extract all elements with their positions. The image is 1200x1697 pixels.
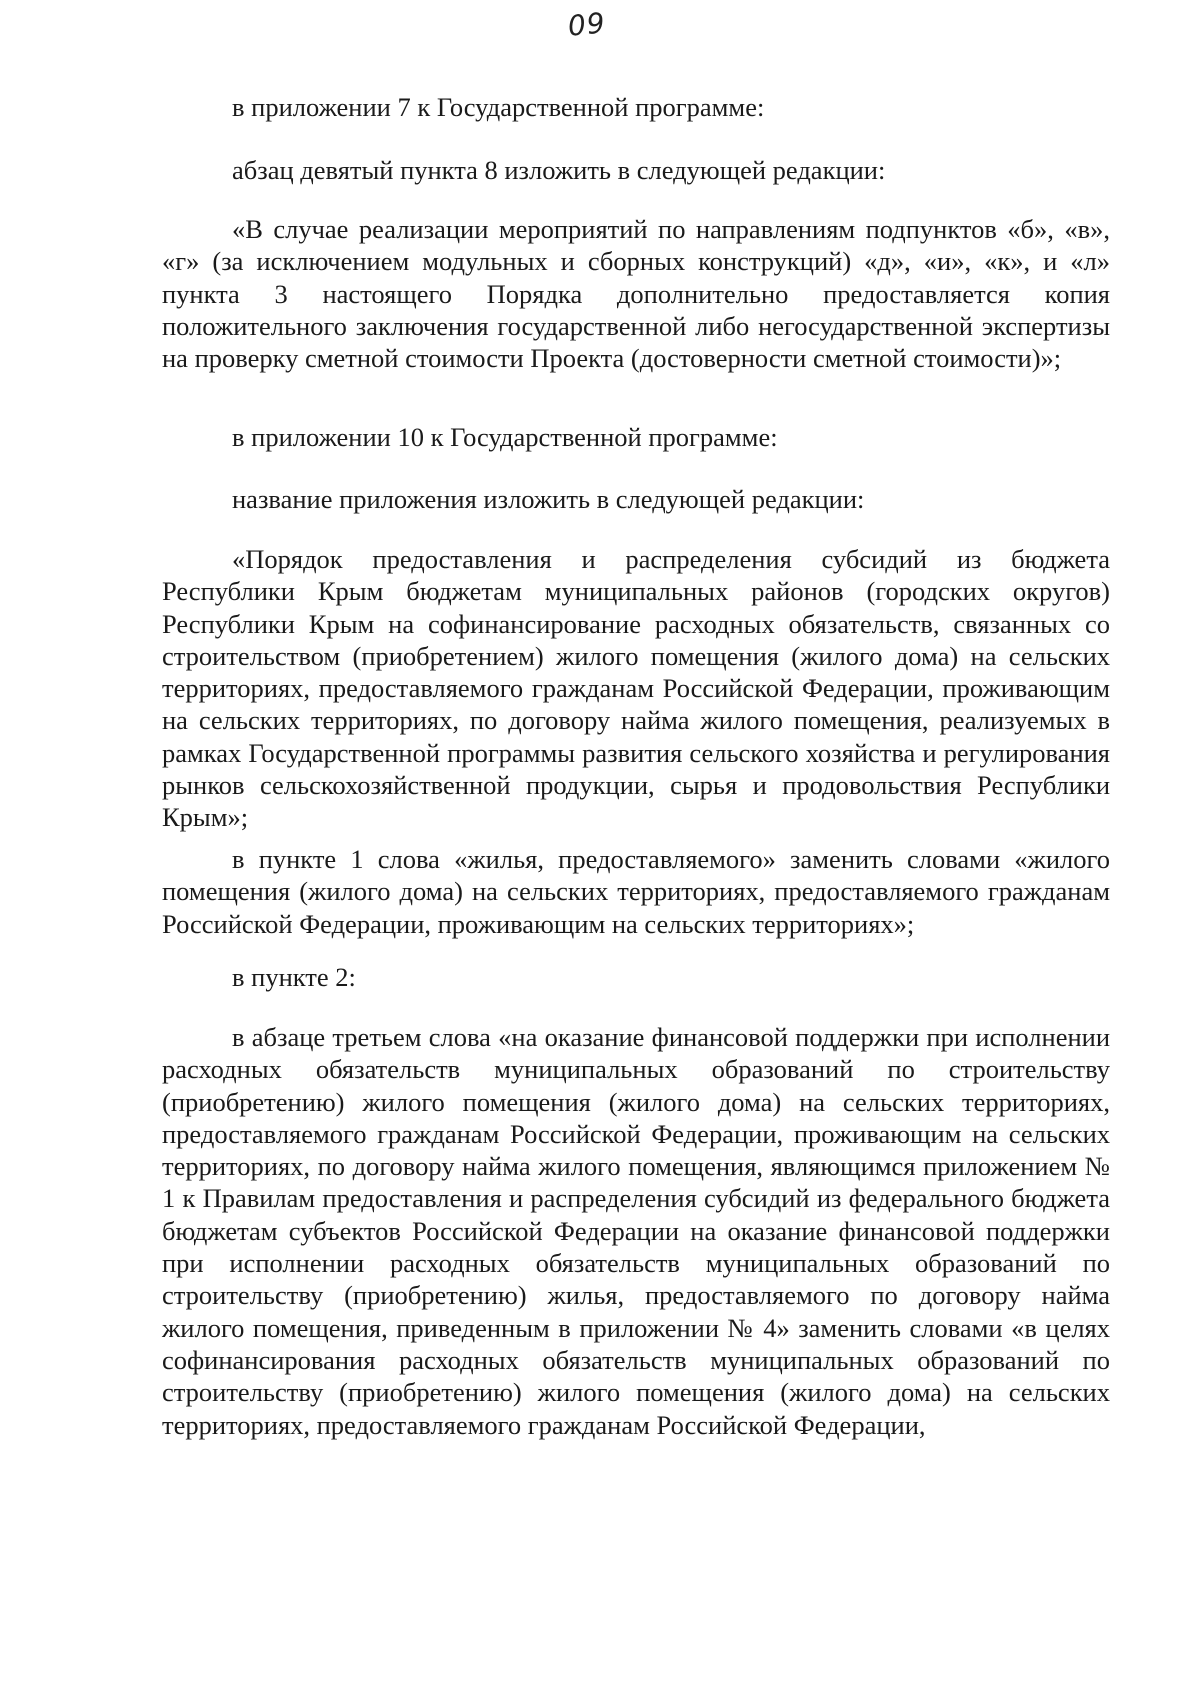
paragraph-quote-order-title: «Порядок предоставления и распределения субсидий из бюджета Республики Крым бюджетам муниципальных районов (городских округов) Республики Крым на софинансирование расходных обязательств, связанных со строительством (приобретением) жилого помещения (жилого дома) на сельских территориях, предоставляемого гражданам Российской Федерации, проживающим на сельских территориях, по договору найма жилого помещения, реализуемых в рамках Государственной программы развития сельского хозяйства и регулирования рынков сельскохозяйственной продукции, сырья и продовольствия Республики Крым»; — [162, 544, 1110, 833]
paragraph-annex-title: название приложения изложить в следующей редакции: — [232, 484, 865, 514]
handwritten-page-number: 09 — [566, 6, 608, 43]
paragraph-point-2: в пункте 2: — [232, 962, 356, 992]
paragraph-quote-expertise: «В случае реализации мероприятий по направлениям подпунктов «б», «в», «г» (за исключением модульных и сборных конструкций) «д», «и», «к», и «л» пункта 3 настоящего Порядка дополнительно предоставляется копия положительного заключения государственной либо негосударственной экспертизы на проверку сметной стоимости Проекта (достоверности сметной стоимости)»; — [162, 214, 1110, 374]
paragraph-third-abzac: в абзаце третьем слова «на оказание финансовой поддержки при исполнении расходных обязательств муниципальных образований по строительству (приобретению) жилого помещения (жилого дома) на сельских территориях, предоставляемого гражданам Российской Федерации, проживающим на сельских территориях, по договору найма жилого помещения, являющимся приложением № 1 к Правилам предоставления и распределения субсидий из федерального бюджета бюджетам субъектов Российской Федерации на оказание финансовой поддержки при исполнении расходных обязательств муниципальных образований по строительству (приобретению) жилья, предоставляемого по договору найма жилого помещения, приведенным в приложении № 4» заменить словами «в целях софинансирования расходных обязательств муниципальных образований по строительству (приобретению) жилого помещения (жилого дома) на сельских территориях, предоставляемого гражданам Российской Федерации, — [162, 1022, 1110, 1440]
paragraph-annex-7: в приложении 7 к Государственной программе: — [232, 92, 765, 122]
paragraph-point-1: в пункте 1 слова «жилья, предоставляемого» заменить словами «жилого помещения (жилого дома) на сельских территориях, предоставляемого гражданам Российской Федерации, проживающим на сельских территориях»; — [162, 844, 1110, 939]
paragraph-annex-10: в приложении 10 к Государственной программе: — [232, 422, 778, 452]
paragraph-ninth-abzac: абзац девятый пункта 8 изложить в следующей редакции: — [232, 155, 886, 185]
